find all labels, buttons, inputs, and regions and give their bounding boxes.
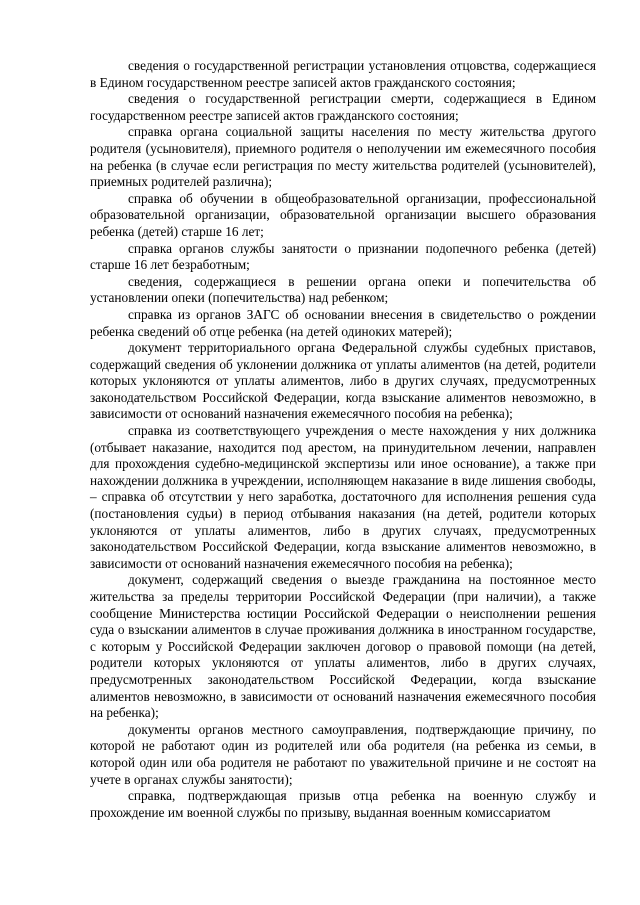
paragraph-emigration-document: документ, содержащий сведения о выезде гражданина на постоянное место жительства за пределы территории Российской Федерации (при наличии), а также сообщение Министерства юстиции Российской Федерации о неисполнении решения суда о взыскании алиментов в случае проживания должника в иностранном государстве, с которым у Российской Федерации заключен договор о правовой помощи (на детей, родители которых уклоняются от уплаты алиментов, либо в других случаях, предусмотренных законодательством Российской Федерации, когда взыскание алиментов невозможно, в зависимости от оснований назначения ежемесячного пособия на ребенка); [90,572,596,721]
paragraph-death-registration: сведения о государственной регистрации смерти, содержащиеся в Едином государственном реестре записей актов гражданского состояния; [90,91,596,123]
document-page [90,58,596,821]
paragraph-paternity-registration: сведения о государственной регистрации установления отцовства, содержащиеся в Едином государственном реестре записей актов гражданского состояния; [90,58,596,90]
paragraph-employment-service-certificate: справка органов службы занятости о признании подопечного ребенка (детей) старше 16 лет безработным; [90,240,596,273]
paragraph-social-protection-certificate: справка органа социальной защиты населения по месту жительства другого родителя (усыновителя), приемного родителя о неполучении им ежемесячного пособия на ребенка (в случае если регистрация по месту жительства родителей (усыновителей), приемных родителей различна); [90,124,596,190]
paragraph-guardianship-decision: сведения, содержащиеся в решении органа опеки и попечительства об установлении опеки (попечительства) над ребенком; [90,273,596,306]
paragraph-local-government-documents: документы органов местного самоуправления, подтверждающие причину, по которой не работают один из родителей или оба родителя (на ребенка из семьи, в которой один или оба родителя не работают по уважительной причине и не состоят на учете в органах службы занятости); [90,721,596,787]
paragraph-military-service-certificate: справка, подтверждающая призыв отца ребенка на военную службу и прохождение им военной службы по призыву, выданная военным комиссариатом [90,788,596,820]
paragraph-bailiff-service-document: документ территориального органа Федеральной службы судебных приставов, содержащий сведения об уклонении должника от уплаты алиментов (на детей, родители которых уклоняются от уплаты алиментов, либо в других случаях, предусмотренных законодательством Российской Федерации, когда взыскание алиментов невозможно, в зависимости от оснований назначения ежемесячного пособия на ребенка); [90,340,596,422]
paragraph-education-certificate: справка об обучении в общеобразовательной организации, профессиональной образовательной организации, образовательной организации высшего образования ребенка (детей) старше 16 лет; [90,190,596,239]
paragraph-debtor-location-certificate: справка из соответствующего учреждения о месте нахождения у них должника (отбывает наказание, находится под арестом, на принудительном лечении, направлен для прохождения судебно-медицинской экспертизы или иное основание), а также при нахождении должника в учреждении, исполняющем наказание в виде лишения свободы, – справка об отсутствии у него заработка, достаточного для исполнения решения суда (постановления судьи) в период отбывания наказания (на детей, родители которых уклоняются от уплаты алиментов, либо в других случаях, предусмотренных законодательством Российской Федерации, когда взыскание алиментов невозможно, в зависимости от оснований назначения ежемесячного пособия на ребенка); [90,423,596,571]
paragraph-registry-office-certificate: справка из органов ЗАГС об основании внесения в свидетельство о рождении ребенка сведений об отце ребенка (на детей одиноких матерей); [90,306,596,339]
